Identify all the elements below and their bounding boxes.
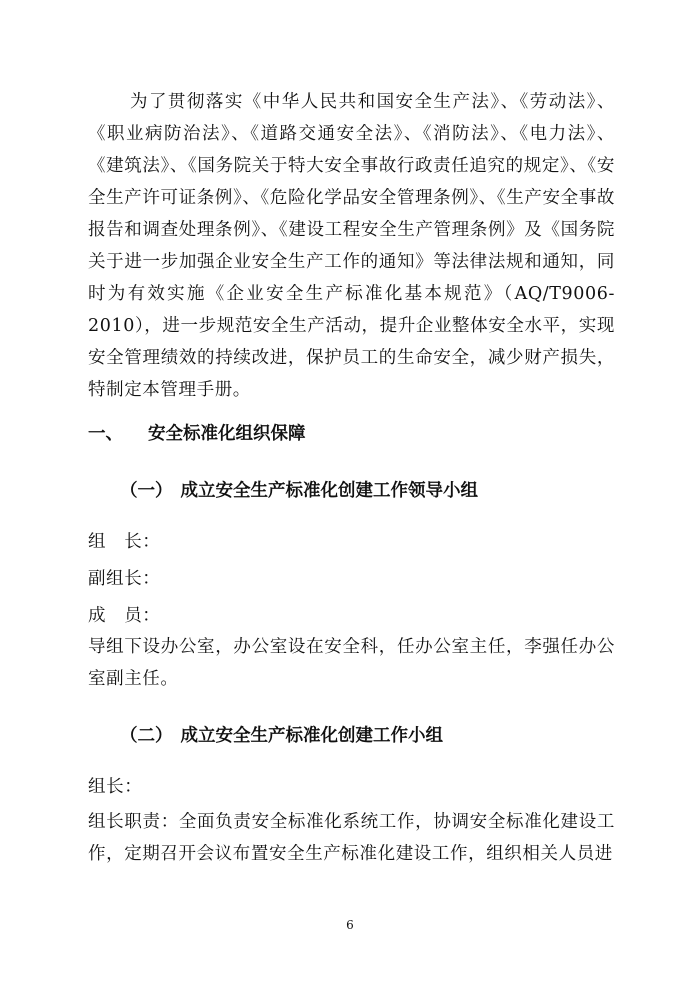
members-line: 成 员： <box>88 606 161 626</box>
group-leader-line: 组长： <box>88 777 143 797</box>
office-paragraph: 导组下设办公室，办公室设在安全科，任办公室主任，李强任办公室副主任。 <box>88 637 615 689</box>
subsection-title-1: 成立安全生产标准化创建工作领导小组 <box>180 481 478 501</box>
subsection-number-1: （一） <box>120 481 173 501</box>
page-number: 6 <box>346 918 354 932</box>
section-heading <box>88 420 306 445</box>
section-title: 安全标准化组织保障 <box>148 424 306 444</box>
section-number: 一、 <box>88 424 123 444</box>
subsection-heading-2 <box>120 722 443 747</box>
leader-line: 组 长： <box>88 532 161 552</box>
intro-paragraph: 为了贯彻落实《中华人民共和国安全生产法》、《劳动法》、《职业病防治法》、《道路交通安全法》、《消防法》、《电力法》、《建筑法》、《国务院关于特大安全事故行政责任追究的规定》、《安全生产许可证条例》、《危险化学品安全管理条例》、《生产安全事故报告和调查处理条例》、《建设工程安全生产管理条例》及《国务院关于进一步加强企业安全生产工作的通知》等法律法规和通知，同时为有效实施《企业安全生产标准化基本规范》（AQ/T9006-2010），进一步规范安全生产活动，提升企业整体安全水平，实现安全管理绩效的持续改进，保护员工的生命安全，减少财产损失，特制定本管理手册。 <box>88 92 615 400</box>
subsection-heading-1 <box>120 477 478 502</box>
subsection-title-2: 成立安全生产标准化创建工作小组 <box>180 726 443 746</box>
subsection-number-2: （二） <box>120 726 173 746</box>
deputy-leader-line: 副组长： <box>88 569 161 589</box>
leader-duties-paragraph: 组长职责：全面负责安全标准化系统工作，协调安全标准化建设工作，定期召开会议布置安全生产标准化建设工作，组织相关人员进 <box>88 812 615 864</box>
